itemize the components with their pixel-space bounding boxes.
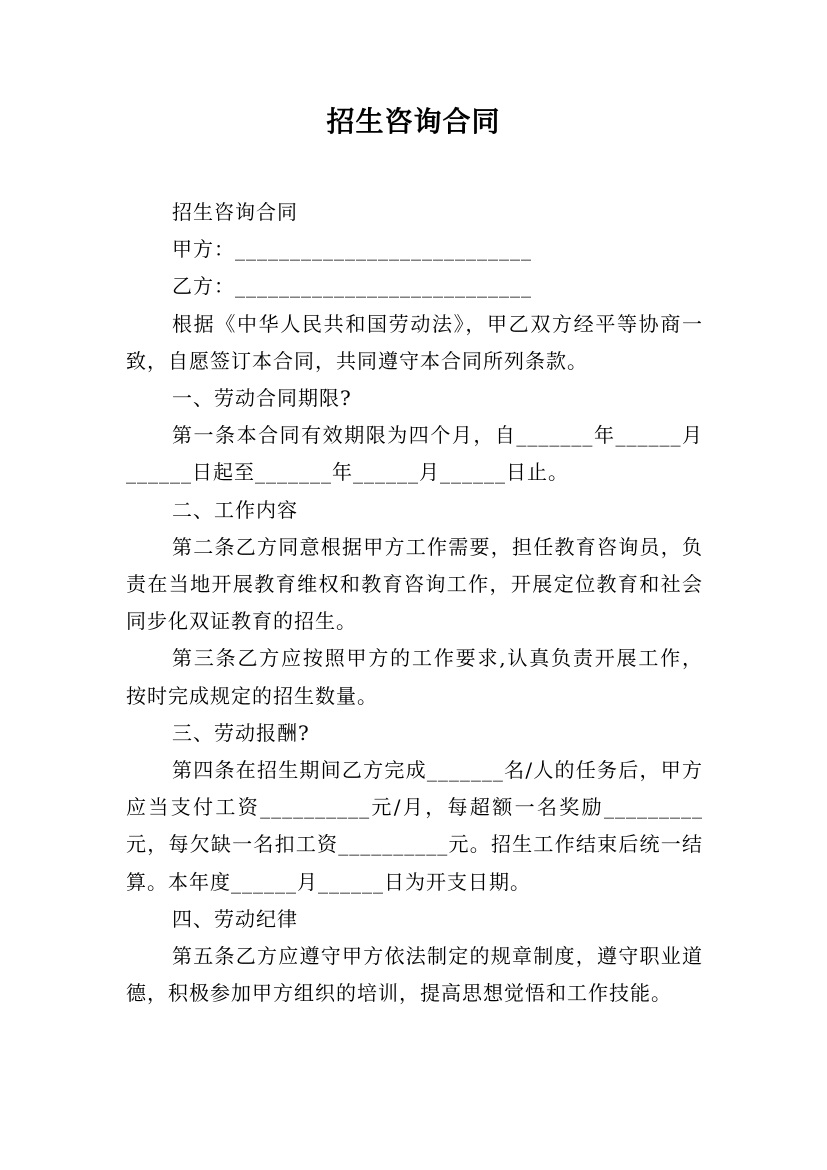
section-heading-work-content: 二、工作内容 bbox=[172, 497, 298, 522]
article-1-paragraph: 第一条本合同有效期限为四个月，自_______年______月______日起至_______年______月______日止。 bbox=[126, 423, 703, 485]
section-heading-compensation: 三、劳动报酬? bbox=[172, 720, 310, 745]
article-5-paragraph: 第五条乙方应遵守甲方依法制定的规章制度，遵守职业道德，积极参加甲方组织的培训，提高思想觉悟和工作技能。 bbox=[126, 944, 703, 1006]
section-heading-discipline: 四、劳动纪律 bbox=[172, 906, 298, 931]
article-3-paragraph: 第三条乙方应按照甲方的工作要求,认真负责开展工作，按时完成规定的招生数量。 bbox=[126, 646, 703, 708]
document-title: 招生咨询合同 bbox=[326, 105, 501, 138]
preamble-paragraph: 根据《中华人民共和国劳动法》，甲乙双方经平等协商一致，自愿签订本合同，共同遵守本合同所列条款。 bbox=[126, 311, 703, 373]
contract-heading: 招生咨询合同 bbox=[172, 200, 298, 224]
article-2-paragraph: 第二条乙方同意根据甲方工作需要，担任教育咨询员，负责在当地开展教育维权和教育咨询工作，开展定位教育和社会同步化双证教育的招生。 bbox=[126, 534, 703, 634]
party-a-field: 甲方：___________________________ bbox=[172, 237, 532, 262]
section-heading-term: 一、劳动合同期限? bbox=[172, 386, 352, 411]
party-b-field: 乙方：___________________________ bbox=[172, 274, 532, 299]
document-body bbox=[126, 194, 703, 1012]
article-4-paragraph: 第四条在招生期间乙方完成_______名/人的任务后，甲方应当支付工资__________元/月，每超额一名奖励_________元，每欠缺一名扣工资__________元。招生工作结束后统一结算。本年度______月______日为开支日期。 bbox=[126, 758, 703, 894]
